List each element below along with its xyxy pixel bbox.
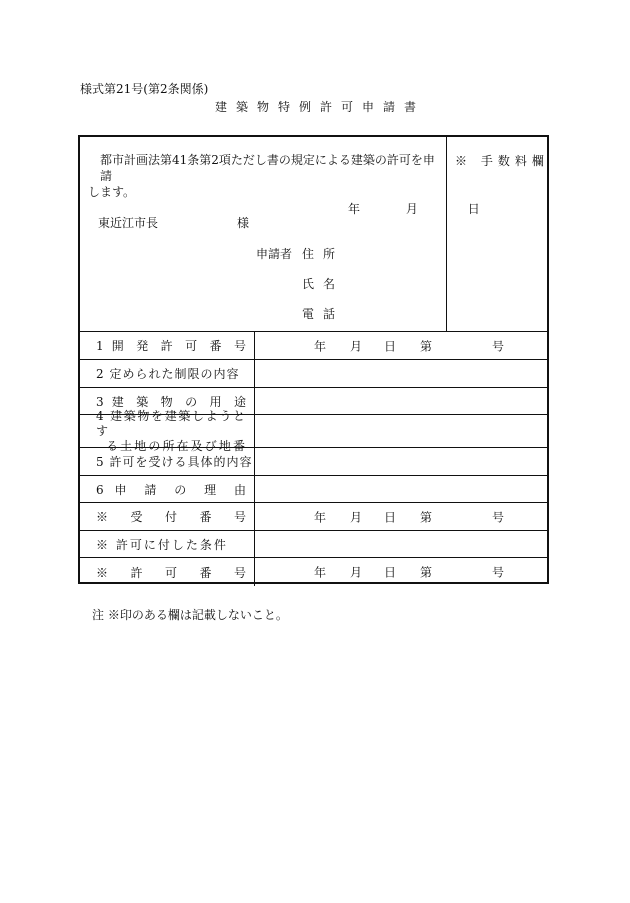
applicant-label: 申請者 xyxy=(256,247,293,261)
date-month-label: 月 xyxy=(350,339,363,353)
application-statement xyxy=(88,152,440,200)
row-label: ※ 許 可 番 号 xyxy=(96,565,246,580)
row-label-line-1: 4 建築物を建築しようとす xyxy=(96,408,246,438)
address-label: 住所 xyxy=(302,247,345,261)
date-day-label: 日 xyxy=(384,565,397,580)
footnote: 注 ※印のある欄は記載しないこと。 xyxy=(92,608,288,622)
row-reason xyxy=(80,476,547,503)
row-label: 6 申 請 の 理 由 xyxy=(96,482,246,497)
date-year-label: 年 xyxy=(348,202,361,216)
row-development-permit-number xyxy=(80,332,547,360)
date-day-label: 日 xyxy=(467,202,480,216)
number-suffix-label: 号 xyxy=(492,565,505,580)
row-defined-restrictions xyxy=(80,360,547,388)
row-label: 2 定められた制限の内容 xyxy=(96,367,240,381)
date-month-label: 月 xyxy=(405,202,418,216)
row-value-field[interactable] xyxy=(255,415,547,447)
number-prefix-label: 第 xyxy=(420,565,433,580)
row-permit-conditions xyxy=(80,531,547,558)
row-value-field[interactable] xyxy=(255,558,547,586)
name-label: 氏名 xyxy=(302,277,345,291)
row-land-location xyxy=(80,408,547,453)
application-form-table xyxy=(78,135,549,584)
number-suffix-label: 号 xyxy=(492,339,505,353)
date-month-label: 月 xyxy=(350,510,363,524)
row-label: 3 建 築 物 の 用 途 xyxy=(96,394,246,409)
statement-line-2: します。 xyxy=(88,185,136,199)
row-value-field[interactable] xyxy=(255,332,547,359)
row-value-field[interactable] xyxy=(255,476,547,502)
application-section xyxy=(80,137,480,332)
number-prefix-label: 第 xyxy=(420,510,433,524)
honorific: 様 xyxy=(237,216,250,230)
row-value-field[interactable] xyxy=(255,531,547,557)
row-label: 5 許可を受ける具体的内容 xyxy=(96,455,253,469)
date-day-label: 日 xyxy=(384,339,397,353)
date-year-label: 年 xyxy=(314,510,327,524)
row-receipt-number xyxy=(80,503,547,531)
addressee: 東近江市長 xyxy=(98,216,159,230)
form-number: 様式第21号(第2条関係) xyxy=(80,82,209,96)
row-value-field[interactable] xyxy=(255,360,547,387)
row-label xyxy=(96,409,246,454)
row-label: 1 開 発 許 可 番 号 xyxy=(96,339,246,353)
form-rows xyxy=(80,332,547,582)
row-value-field[interactable] xyxy=(255,448,547,475)
row-permit-details xyxy=(80,448,547,476)
fee-label: ※ 手数料欄 xyxy=(455,154,549,168)
date-month-label: 月 xyxy=(350,565,363,580)
page-title: 建築物特例許可申請書 xyxy=(214,100,425,114)
row-permit-number xyxy=(80,558,547,586)
statement-line-1: 都市計画法第41条第2項ただし書の規定による建築の許可を申請 xyxy=(100,153,435,183)
row-label: ※ 受 付 番 号 xyxy=(96,510,246,524)
date-day-label: 日 xyxy=(384,510,397,524)
date-year-label: 年 xyxy=(314,565,327,580)
fee-section xyxy=(447,137,547,332)
row-label-line-2: る土地の所在及び地番 xyxy=(106,438,246,453)
number-suffix-label: 号 xyxy=(492,510,505,524)
row-value-field[interactable] xyxy=(255,388,547,414)
row-label: ※ 許可に付した条件 xyxy=(96,537,228,552)
row-value-field[interactable] xyxy=(255,503,547,530)
number-prefix-label: 第 xyxy=(420,339,433,353)
phone-label: 電話 xyxy=(302,307,345,321)
date-year-label: 年 xyxy=(314,339,327,353)
